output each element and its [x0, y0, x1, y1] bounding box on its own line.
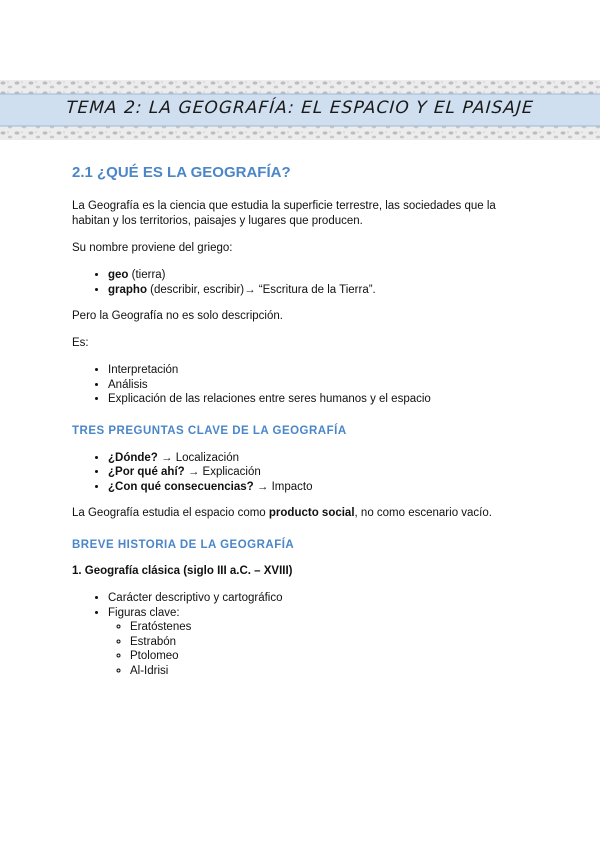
list-item: • grapho (describir, escribir)→ “Escritura de la Tierra”.: [108, 283, 532, 298]
intro-paragraph: La Geografía es la ciencia que estudia la superficie terrestre, las sociedades que la habitan y los territorios, paisajes y lugares que producen.: [72, 200, 496, 227]
list-item: • Carácter descriptivo y cartográfico: [108, 591, 532, 606]
es-list: [72, 363, 532, 407]
list-item: • Interpretación: [108, 363, 532, 378]
list-item: • Figuras clave: ◦ Eratóstenes ◦ Estrabón ◦ Ptolomeo ◦ Al-Idrisi: [108, 606, 532, 679]
list-item: • ¿Con qué consecuencias? → Impacto: [108, 480, 532, 495]
greek-origin-text: Su nombre proviene del griego:: [72, 242, 233, 254]
key-figures-list: [108, 620, 532, 678]
list-item: ◦ Eratóstenes: [130, 620, 532, 635]
list-item: • Explicación de las relaciones entre seres humanos y el espacio: [108, 392, 532, 407]
greek-term-list: [72, 268, 532, 297]
list-item: ◦ Estrabón: [130, 635, 532, 650]
document-title: TEMA 2: LA GEOGRAFÍA: EL ESPACIO Y EL PAISAJE: [65, 98, 535, 118]
description-note: Pero la Geografía no es solo descripción.: [72, 310, 283, 322]
es-label: Es:: [72, 337, 89, 349]
list-item: ◦ Ptolomeo: [130, 649, 532, 664]
title-banner: [0, 80, 600, 140]
list-item: • geo (tierra): [108, 268, 532, 283]
list-item: • Análisis: [108, 378, 532, 393]
classical-geography-heading: 1. Geografía clásica (siglo III a.C. – XVIII): [72, 565, 293, 577]
history-heading: BREVE HISTORIA DE LA GEOGRAFÍA: [72, 539, 295, 551]
list-item: ◦ Al-Idrisi: [130, 664, 532, 679]
list-item: • ¿Dónde? → Localización: [108, 451, 532, 466]
section-heading: 2.1 ¿QUÉ ES LA GEOGRAFÍA?: [72, 164, 291, 181]
document-body: [72, 160, 532, 690]
questions-heading: TRES PREGUNTAS CLAVE DE LA GEOGRAFÍA: [72, 424, 347, 437]
history-list: [72, 591, 532, 678]
social-product-paragraph: La Geografía estudia el espacio como producto social, no como escenario vacío.: [72, 507, 492, 519]
list-item: • ¿Por qué ahí? → Explicación: [108, 465, 532, 480]
questions-list: [72, 451, 532, 495]
